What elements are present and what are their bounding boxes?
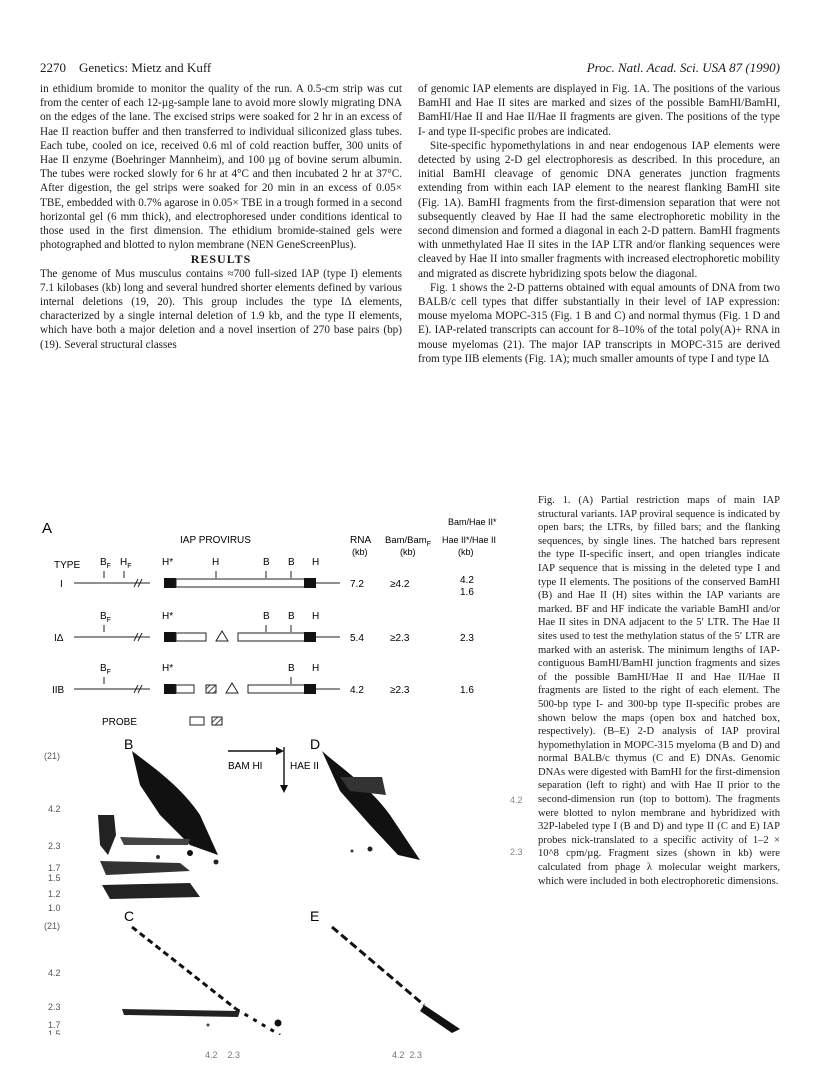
page-number: 2270 (40, 60, 66, 75)
svg-text:4.2: 4.2 (48, 968, 61, 978)
type-iib-label: IIB (52, 685, 65, 696)
x-tick-23-right: 2.3 (409, 1050, 423, 1060)
header-left (40, 60, 211, 76)
type-i-probe-box (190, 717, 204, 725)
type-i-bam: ≥4.2 (390, 579, 410, 590)
h-site-label: H (212, 557, 220, 568)
bamhi-arrow-label: BAM HI (228, 761, 263, 772)
header-journal: Proc. Natl. Acad. Sci. USA 87 (1990) (586, 60, 780, 75)
map-type-i-delta (54, 611, 474, 644)
gel-de-x-ticks (392, 1050, 422, 1060)
type-idelta-rna: 5.4 (350, 633, 364, 644)
gel-b-ticks (44, 751, 61, 913)
type-iib-hae: 1.6 (460, 685, 474, 696)
svg-text:(21): (21) (44, 921, 61, 931)
hstar-site-label: H* (162, 557, 174, 568)
svg-text:1.7: 1.7 (48, 863, 61, 873)
deletion-triangle (216, 631, 228, 641)
type-i-hae-2: 1.6 (460, 587, 474, 598)
x-tick-42-right: 4.2 (392, 1050, 405, 1060)
ltr-5-bar (164, 578, 176, 588)
header-authors: Genetics: Mietz and Kuff (79, 60, 212, 75)
type-i-hae-1: 4.2 (460, 575, 474, 586)
type-ii-probe-box (212, 717, 222, 725)
svg-text:4.2: 4.2 (510, 795, 523, 805)
probe-label: PROBE (102, 717, 138, 728)
map-type-i (60, 571, 474, 598)
idelta-b-label-2: B (288, 611, 295, 622)
svg-text:1.5: 1.5 (48, 873, 61, 883)
map-type-iib (52, 663, 474, 696)
col-rna-header: RNA (350, 535, 372, 546)
idelta-hstar-label: H* (162, 611, 174, 622)
b-site-label-2: B (288, 557, 295, 568)
panel-a-label: A (42, 520, 53, 537)
direction-arrows (228, 747, 319, 793)
svg-text:4.2: 4.2 (48, 804, 61, 814)
gel-c-ticks-low (48, 1029, 61, 1035)
iib-hstar-label: H* (162, 663, 174, 674)
gel-d-ticks (510, 795, 523, 857)
bf-site-label: $B_F$ (100, 557, 111, 570)
right-paragraph-3: Fig. 1 shows the 2-D patterns obtained with equal amounts of DNA from two BALB/c cell types that differ substantially in their level of IAP expression: mouse myeloma MOPC-315 (Fig. 1 B and C) and normal thymus (Fig. 1 D and E). IAP-related transcripts can account for 8–10% of the total poly(A)+ RNA in mouse myelomas (21). The major IAP transcripts in MOPC-315 are derived from type IIB elements (Fig. 1A); much smaller amounts of type I and type IΔ (418, 281, 780, 365)
right-paragraph-1: of genomic IAP elements are displayed in Fig. 1A. The positions of the various BamHI and Hae II sites are marked and sizes of the possible BamHI/BamHI, BamHI/Hae II and Hae II/Hae II fragments are given. The positions of the type I- and type II-specific probes are indicated. (418, 83, 780, 138)
panel-d-label: D (310, 736, 321, 752)
x-tick-42-left: 4.2 (205, 1050, 218, 1060)
ltr-3-bar (304, 578, 316, 588)
figure-1 (40, 515, 530, 1035)
figure-1-graphic (40, 515, 530, 1035)
h-site-label-2: H (312, 557, 320, 568)
type-header: TYPE (54, 560, 81, 571)
x-tick-23-left: 2.3 (227, 1050, 241, 1060)
svg-text:2.3: 2.3 (48, 841, 61, 851)
idelta-b-label-1: B (263, 611, 270, 622)
type-idelta-label: IΔ (54, 633, 64, 644)
gel-e (332, 927, 460, 1033)
figure-caption (538, 494, 780, 888)
panel-e-label: E (310, 908, 320, 924)
idelta-h-label: H (312, 611, 320, 622)
gel-c (122, 927, 282, 1035)
col-rna-unit: (kb) (352, 547, 368, 557)
right-column (418, 82, 780, 366)
col-bam-text: Bam/Bam (385, 535, 427, 546)
gel-b (98, 751, 219, 899)
b-site-label-1: B (263, 557, 270, 568)
svg-text:1.2: 1.2 (48, 889, 61, 899)
panel-b-label: B (124, 736, 134, 752)
col-hae-header-1: Bam/Hae II* (448, 517, 497, 527)
results-heading: RESULTS (190, 252, 252, 267)
col-hae-header-2: Hae II*/Hae II (442, 535, 497, 545)
haeii-arrow-label: HAE II (290, 761, 319, 772)
col-bam-unit: (kb) (400, 547, 416, 557)
type-i-rna: 7.2 (350, 579, 364, 590)
gel-bc-x-ticks (205, 1050, 240, 1060)
type-iib-bam: ≥2.3 (390, 685, 410, 696)
iap-open-bar (176, 579, 312, 587)
caption-text: Fig. 1. (A) Partial restriction maps of main IAP structural variants. IAP proviral sequence is indicated by open bars; the LTRs, by filled bars; and the flanking sequences, by single lines. The hatched bars represent the type II-specific insert, and open triangles indicate IAP sequence that is missing in the deleted type I and type II elements. The positions of the conserved BamHI (B) and Hae II (H) sites within the IAP variants are marked. BF and HF indicate the variable BamHI and/or Hae II sites in DNA adjacent to the 5′ LTR. The Hae II sites used to test the methylation status of the 5′ LTR are marked with an asterisk. The minimum lengths of IAP-contiguous BamHI/BamHI junction fragments and sizes of the possible BamHI/Hae II and Hae II/Hae II fragments are listed to the right of each element. The 500-bp type I- and 300-bp type II-specific probes are shown below the maps (open box and hatched box, respectively). (B–E) 2-D analysis of IAP proviral hypomethylation in MOPC-315 myeloma (B and D) and normal BALB/c thymus (C and E) DNAs. Genomic DNAs were digested with BamHI for the first-dimension separation (left to right) and with Hae II prior to the second-dimension run (top to bottom). The fragments were blotted to nylon membrane and hybridized with 32P-labeled type I (B and D) and type II (C and E) IAP probes nick-translated to a specific activity of 1–2 × 10^8 cpm/µg. Fragment sizes (shown in kb) were calculated from phage λ molecular weight markers, which were included in both electrophoretic dimensions. (538, 495, 780, 887)
panel-c-label: C (124, 908, 135, 924)
iib-bf-label: $B_F$ (100, 663, 111, 676)
provirus-title: IAP PROVIRUS (180, 535, 251, 546)
svg-text:2.3: 2.3 (510, 847, 523, 857)
right-paragraph-2: Site-specific hypomethylations in and near endogenous IAP elements were detected by using 2-D gel electrophoresis as described. In this procedure, an initial BamHI cleavage of genomic DNA generates junction fragments extending from within each IAP element to the nearest flanking BamHI site (Fig. 1A). BamHI fragments from the first-dimension separation that were not subsequently cleaved by Hae II had the same electrophoretic mobility in the second dimension and formed a diagonal in each 2-D pattern. BamHI fragments with unmethylated Hae II sites in the IAP LTR and/or flanking sequences were cleaved by Hae II into smaller fragments with increased electrophoretic mobility and migrated as discrete hybridizing spots below the diagonal. (418, 139, 780, 280)
svg-text:1.5: 1.5 (48, 1029, 61, 1035)
col-hae-unit: (kb) (458, 547, 474, 557)
type-iib-rna: 4.2 (350, 685, 364, 696)
left-column (40, 82, 402, 352)
svg-text:2.3: 2.3 (48, 1002, 61, 1012)
svg-text:1.0: 1.0 (48, 903, 61, 913)
gel-c-ticks (44, 921, 61, 1030)
type-idelta-bam: ≥2.3 (390, 633, 410, 644)
svg-text:(21): (21) (44, 751, 61, 761)
iib-h-label: H (312, 663, 320, 674)
methods-paragraph: in ethidium bromide to monitor the quality of the run. A 0.5-cm strip was cut from the center of each 12-µg-sample lane to avoid more slowly migrating DNA on the edges of the lane. The excised strips were soaked for 2 hr in an excess of Hae II reaction buffer and then transferred to individual siliconized glass tubes. Each tube, cooled on ice, received 0.6 ml of cold reaction buffer, 300 units of Hae II enzyme (Boehringer Mannheim), and 100 µg of bovine serum albumin. The tubes were rocked slowly for 6 hr at 4°C and then incubated 2 hr at 37°C. After digestion, the gel strips were soaked for 20 min in an excess of 0.05× TBE, embedded with 0.7% agarose in 0.05× TBE in a trough formed in a second horizontal gel (6 mm thick), and electrophoresed under conditions identical to those used in the first dimension. The ethidium bromide-stained gels were photographed and blotted to nylon membrane (NEN GeneScreenPlus). (40, 83, 402, 252)
svg-text:1.7: 1.7 (48, 1020, 61, 1030)
gel-d (322, 751, 420, 860)
type-i-label: I (60, 579, 63, 590)
idelta-bf-label: $B_F$ (100, 611, 111, 624)
col-bam-sub: F (426, 541, 431, 548)
hf-site-label: $H_F$ (120, 557, 132, 570)
results-paragraph: The genome of Mus musculus contains ≈700 full-sized IAP (type I) elements 7.1 kilobases (kb) long and several hundred shorter elements defined by various internal deletions (19, 20). This group includes the type IΔ elements, characterized by a single internal deletion of 1.9 kb, and the type II elements, which have both a major deletion and a novel insertion of 270 base pairs (bp) (19). Several structural classes (40, 267, 402, 351)
type-ii-insert (206, 685, 216, 693)
iib-b-label: B (288, 663, 295, 674)
running-header (40, 60, 780, 78)
type-idelta-hae: 2.3 (460, 633, 474, 644)
